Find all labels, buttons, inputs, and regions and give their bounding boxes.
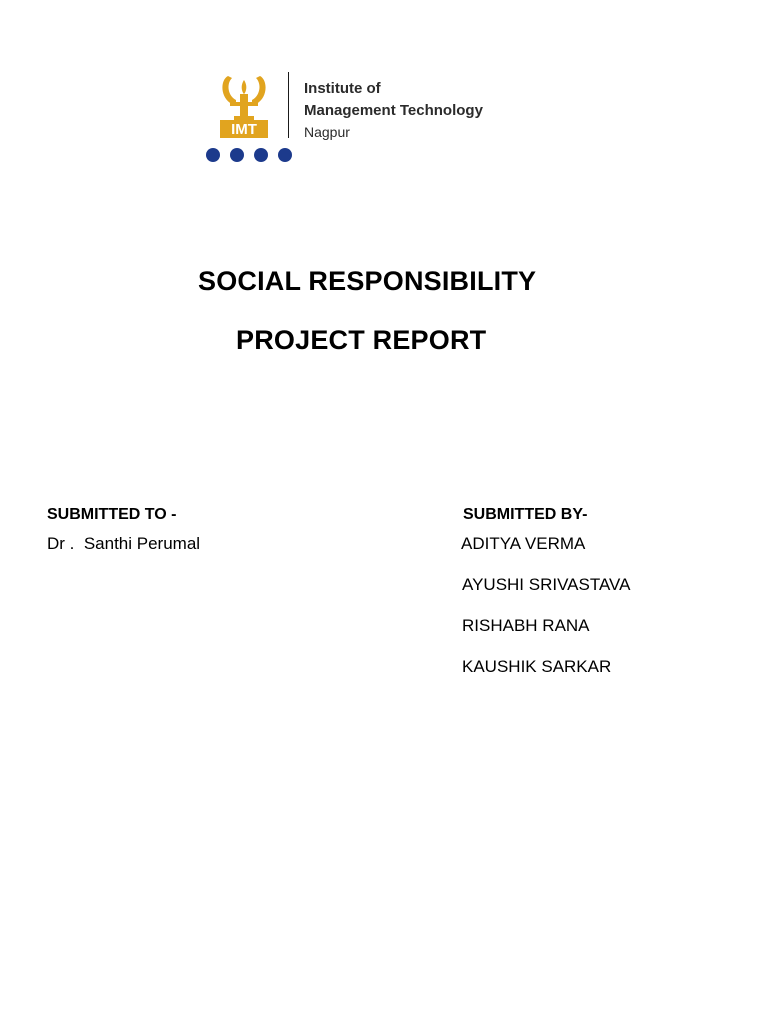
submitted-to-label: SUBMITTED TO - [47,506,177,523]
logo-line-3: Nagpur [304,124,350,140]
logo-line-2: Management Technology [304,102,483,119]
imt-mark-text: IMT [231,121,257,138]
member-name: AYUSHI SRIVASTAVA [462,575,631,594]
submitted-to-name: Dr . Santhi Perumal [47,534,201,553]
report-title-line-2: PROJECT REPORT [236,325,487,355]
institute-logo [204,70,504,166]
logo-line-1: Institute of [304,80,381,97]
report-title-line-1: SOCIAL RESPONSIBILITY [198,266,537,296]
member-name: ADITYA VERMA [461,534,586,553]
logo-divider [288,72,289,138]
submitted-by-label: SUBMITTED BY- [463,506,588,523]
imt-emblem-icon [204,70,298,166]
member-name: RISHABH RANA [462,616,590,635]
member-name: KAUSHIK SARKAR [462,657,612,676]
